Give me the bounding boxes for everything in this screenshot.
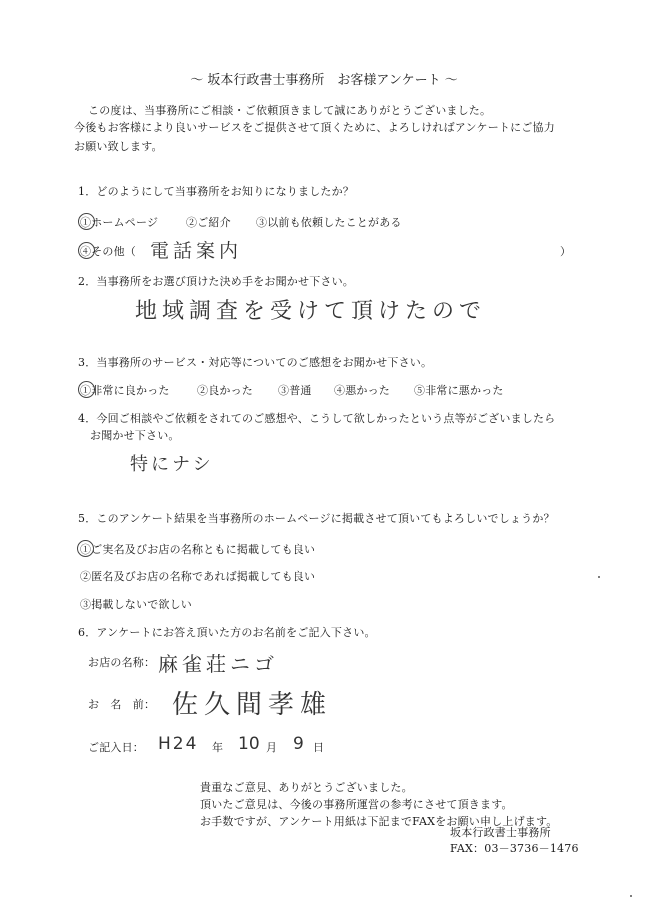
q1-option-other: ④その他（ — [80, 245, 136, 258]
date-day: 9 — [293, 734, 304, 754]
intro-line-3: お願い致します。 — [74, 140, 163, 153]
customer-name-answer: 佐久間孝雄 — [172, 690, 333, 720]
q2-question: 2．当事務所をお選び頂けた決め手をお聞かせ下さい。 — [78, 275, 354, 288]
office-name: 坂本行政書士事務所 — [450, 826, 551, 839]
q3-option-3: ③普通 — [278, 384, 312, 397]
date-month: 10 — [238, 734, 260, 754]
day-unit: 日 — [313, 741, 325, 754]
fax-number: FAX：03－3736－1476 — [450, 842, 579, 855]
q6-question: 6．アンケートにお答え頂いた方のお名前をご記入下さい。 — [78, 626, 376, 639]
q3-option-2: ②良かった — [197, 384, 253, 397]
closing-line-1: 貴重なご意見、ありがとうございました。 — [200, 781, 413, 794]
page-title: 〜 坂本行政書士事務所 お客様アンケート 〜 — [190, 73, 458, 88]
intro-line-2: 今後もお客様により良いサービスをご提供させて頂くために、よろしければアンケートにご協力 — [74, 121, 555, 134]
q5-question: 5．このアンケート結果を当事務所のホームページに掲載させて頂いてもよろしいでしょうか？ — [78, 512, 555, 525]
q3-question: 3．当事務所のサービス・対応等についてのご感想をお聞かせ下さい。 — [78, 356, 433, 369]
q1-other-close: ） — [560, 245, 572, 258]
q3-option-4: ④悪かった — [334, 384, 390, 397]
closing-line-3: お手数ですが、アンケート用紙は下記までFAXをお願い申し上げます。 — [200, 815, 558, 828]
intro-line-1: この度は、当事務所にご相談・ご依頼頂きまして誠にありがとうございました。 — [88, 104, 492, 117]
q4-question-line-1: 4．今回ご相談やご依頼をされてのご感想や、こうして欲しかったという点等がございましたら — [78, 412, 556, 425]
year-unit: 年 — [212, 741, 224, 754]
q3-option-5: ⑤非常に悪かった — [414, 384, 504, 397]
date-label: ご記入日： — [88, 741, 144, 754]
q3-option-1: ①非常に良かった — [80, 384, 170, 397]
scan-speck — [598, 576, 600, 578]
q2-answer: 地域調査を受けて頂けたので — [135, 299, 487, 324]
date-era-year: H24 — [158, 734, 199, 754]
q4-question-line-2: お聞かせ下さい。 — [90, 429, 180, 442]
customer-name-label: お 名 前： — [88, 698, 156, 711]
q1-option-2: ②ご紹介 — [186, 216, 231, 229]
q1-other-answer: 電話案内 — [150, 240, 243, 262]
closing-line-2: 頂いたご意見は、今後の事務所運営の参考にさせて頂きます。 — [200, 798, 513, 811]
month-unit: 月 — [266, 741, 278, 754]
scan-speck — [630, 895, 632, 897]
q5-option-2: ②匿名及びお店の名称であれば掲載しても良い — [80, 570, 316, 583]
q1-option-1: ①ホームページ — [80, 216, 159, 229]
q4-answer: 特にナシ — [130, 454, 214, 475]
q1-question: 1．どのようにして当事務所をお知りになりましたか？ — [78, 185, 354, 198]
q5-option-1: ①ご実名及びお店の名称ともに掲載しても良い — [80, 543, 316, 556]
shop-name-answer: 麻雀荘ニゴ — [158, 652, 278, 676]
q5-option-3: ③掲載しないで欲しい — [80, 598, 192, 611]
shop-name-label: お店の名称： — [88, 656, 156, 669]
q1-option-3: ③以前も依頼したことがある — [256, 216, 402, 229]
